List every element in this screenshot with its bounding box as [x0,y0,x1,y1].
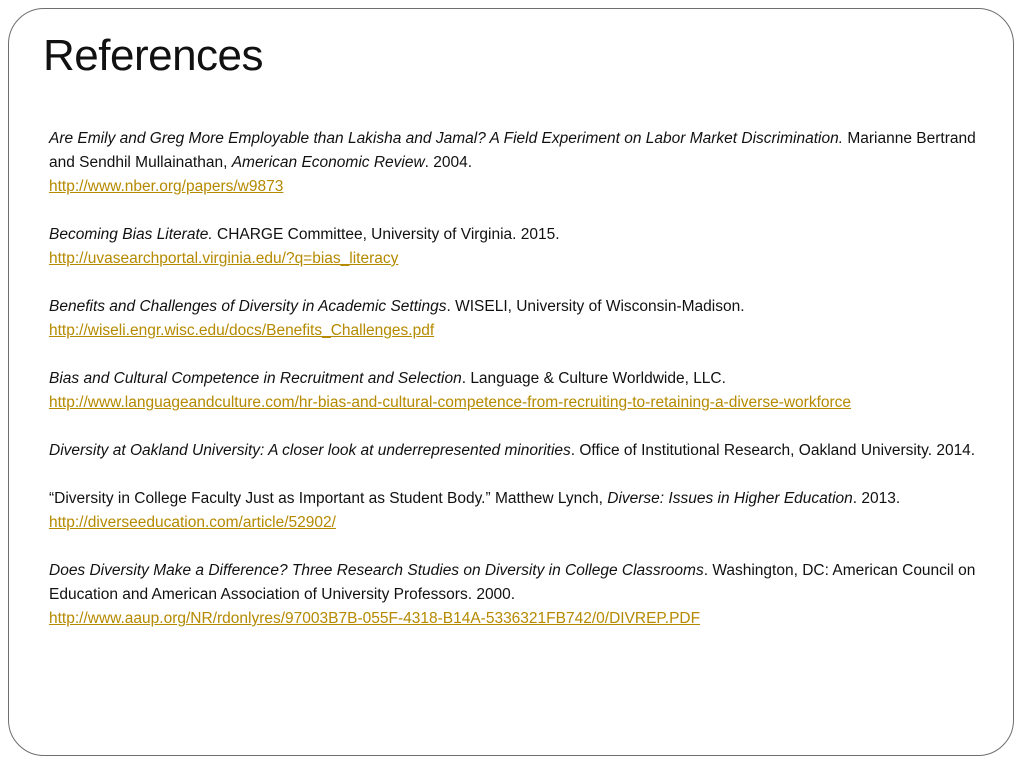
reference-details: . Office of Institutional Research, Oakland University. 2014. [570,442,976,459]
reference-link[interactable]: http://www.aaup.org/NR/rdonlyres/97003B7B-055F-4318-B14A-5336321FB742/0/DIVREP.PDF [49,610,701,627]
reference-title: Are Emily and Greg More Employable than Lakisha and Jamal? A Field Experiment on Labor Market Discrimination. [49,130,844,147]
reference-lead: “Diversity in College Faculty Just as Important as Student Body.” Matthew Lynch, [49,490,608,507]
page-title: References [43,31,264,80]
reference-link[interactable]: http://diverseeducation.com/article/52902/ [49,514,336,531]
reference-link[interactable]: http://wiseli.engr.wisc.edu/docs/Benefits_Challenges.pdf [49,322,435,339]
reference-item [49,127,999,199]
reference-item [49,439,999,463]
reference-title: Becoming Bias Literate. [49,226,213,243]
reference-tail: . 2004. [424,154,473,171]
reference-link[interactable]: http://www.languageandculture.com/hr-bias-and-cultural-competence-from-recruiting-to-retaining-a-diverse-workforce [49,394,852,411]
reference-journal: Diverse: Issues in Higher Education [607,490,853,507]
reference-item [49,487,999,535]
reference-link[interactable]: http://www.nber.org/papers/w9873 [49,178,284,195]
reference-details: . WISELI, University of Wisconsin-Madison. [446,298,745,315]
reference-authors: Marianne Bertrand and Sendhil Mullainathan, [49,130,976,171]
reference-details: CHARGE Committee, University of Virginia. 2015. [212,226,560,243]
references-list [49,127,999,655]
reference-item [49,559,999,631]
reference-title: Benefits and Challenges of Diversity in Academic Settings [49,298,447,315]
reference-title: Bias and Cultural Competence in Recruitment and Selection [49,370,462,387]
reference-link[interactable]: http://uvasearchportal.virginia.edu/?q=bias_literacy [49,250,399,267]
reference-title: Diversity at Oakland University: A closer look at underrepresented minorities [49,442,571,459]
reference-details: . Washington, DC: American Council on Education and American Association of University Professors. 2000. [49,562,976,603]
reference-title: Does Diversity Make a Difference? Three Research Studies on Diversity in College Classrooms [49,562,704,579]
reference-item [49,367,999,415]
reference-journal: American Economic Review [231,154,425,171]
reference-item [49,223,999,271]
slide-frame [8,8,1014,756]
reference-details: . Language & Culture Worldwide, LLC. [461,370,726,387]
reference-tail: . 2013. [852,490,901,507]
reference-item [49,295,999,343]
